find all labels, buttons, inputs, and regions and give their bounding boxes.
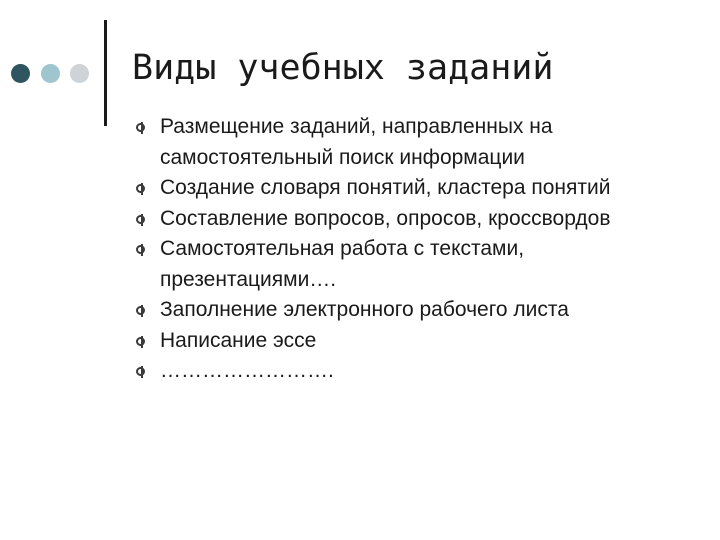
title-divider	[104, 20, 107, 126]
bullet-icon	[136, 367, 145, 376]
bullet-list	[132, 112, 692, 387]
bullet-icon	[136, 215, 145, 224]
bullet-icon	[136, 337, 145, 346]
bullet-text: Самостоятельная работа с текстами, презентациями….	[160, 237, 525, 291]
bullet-item	[132, 356, 692, 387]
bullet-item	[132, 234, 692, 295]
bullet-icon	[136, 306, 145, 315]
bullet-text: Создание словаря понятий, кластера понятий	[160, 176, 611, 199]
slide-title: Виды учебных заданий	[132, 48, 554, 88]
bullet-text: Размещение заданий, направленных на самостоятельный поиск информации	[160, 115, 553, 169]
bullet-item	[132, 173, 692, 204]
bullet-text: Написание эссе	[160, 328, 317, 352]
bullet-icon	[136, 184, 145, 193]
bullet-icon	[136, 123, 145, 132]
bullet-text: Заполнение электронного рабочего листа	[160, 298, 569, 321]
bullet-item	[132, 295, 692, 326]
bullet-text: …………………….	[160, 359, 334, 382]
bullet-item	[132, 326, 692, 357]
bullet-icon	[136, 245, 145, 254]
bullet-item	[132, 204, 692, 235]
decor-dot-dark	[11, 64, 30, 83]
decor-dot-grey	[70, 64, 89, 83]
bullet-text: Составление вопросов, опросов, кроссвордов	[160, 206, 611, 230]
bullet-item	[132, 112, 692, 173]
decor-dot-light-blue	[41, 64, 60, 83]
